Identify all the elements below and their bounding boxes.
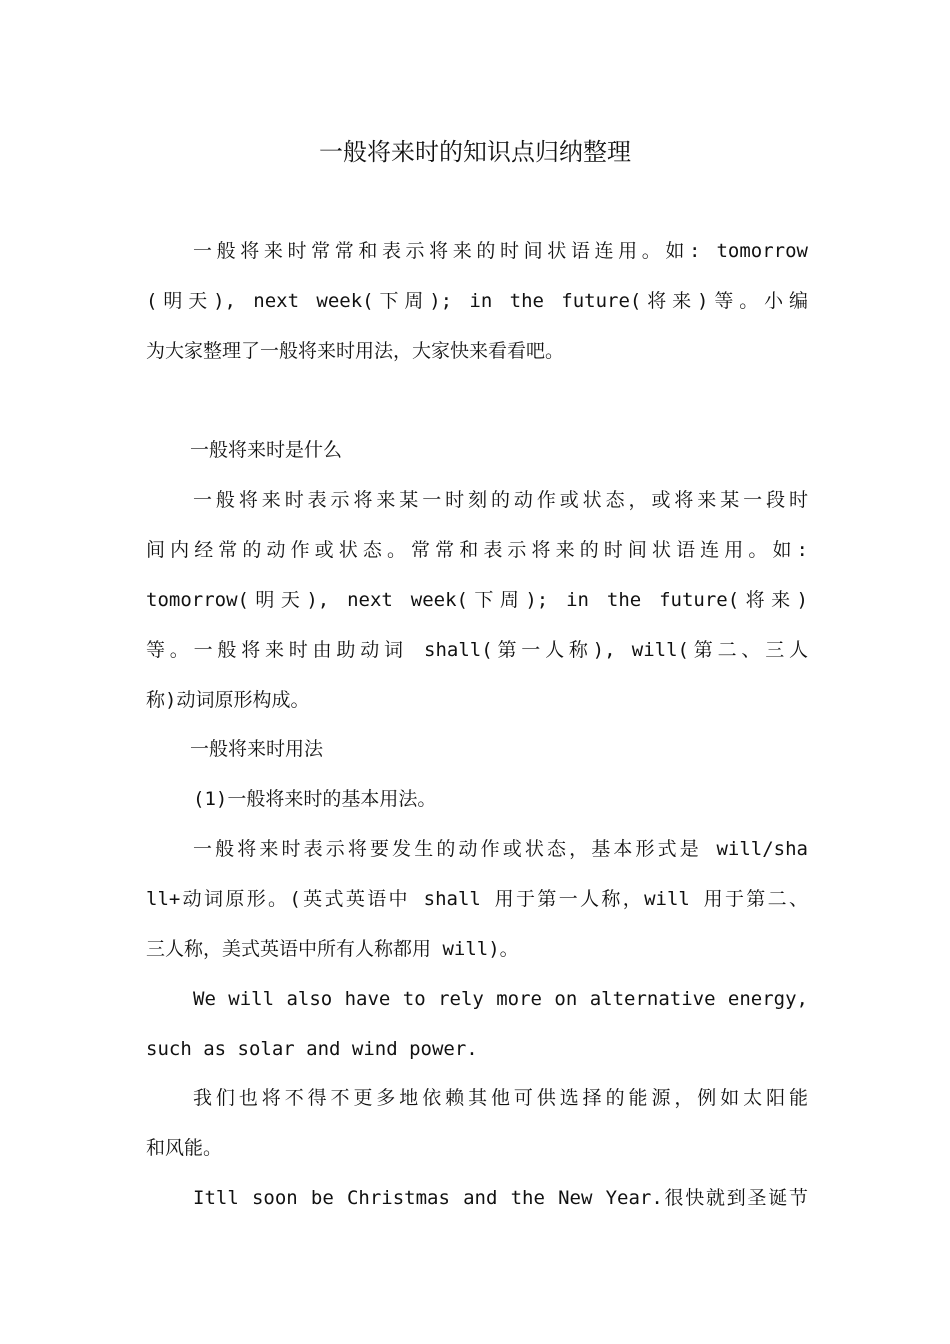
example-translation: 和风能。: [146, 1137, 223, 1159]
text-line: 间内经常的动作或状态。常常和表示将来的时间状语连用。如:: [146, 539, 808, 561]
text-line: 一般将来时表示将要发生的动作或状态，基本形式是 will/sha: [193, 838, 808, 860]
text-line: 为大家整理了一般将来时用法，大家快来看看吧。: [146, 340, 565, 362]
text-line: tomorrow(明天), next week(下周); in the future(将来): [146, 589, 808, 611]
text-line: 一般将来时常常和表示将来的时间状语连用。如: tomorrow: [193, 240, 808, 262]
section-heading: 一般将来时是什么: [190, 439, 343, 461]
text-line: 等。一般将来时由助动词 shall(第一人称), will(第二、三人: [146, 639, 808, 661]
example-translation: 我们也将不得不更多地依赖其他可供选择的能源，例如太阳能: [193, 1087, 808, 1109]
text-line: 三人称，美式英语中所有人称都用 will)。: [146, 938, 519, 960]
document-title: 一般将来时的知识点归纳整理: [319, 138, 631, 166]
text-line: ll+动词原形。(英式英语中 shall 用于第一人称，will 用于第二、: [146, 888, 808, 910]
section-heading: 一般将来时用法: [190, 738, 324, 760]
subsection-heading: (1)一般将来时的基本用法。: [193, 788, 437, 810]
example-sentence: We will also have to rely more on alternative energy,: [193, 988, 808, 1010]
text-line: 一般将来时表示将来某一时刻的动作或状态，或将来某一段时: [193, 489, 808, 511]
text-line: 称)动词原形构成。: [146, 689, 310, 711]
text-line: (明天), next week(下周); in the future(将来)等。小编: [146, 290, 808, 312]
example-sentence: Itll soon be Christmas and the New Year.很快就到圣诞节: [193, 1187, 808, 1209]
example-sentence: such as solar and wind power.: [146, 1038, 478, 1060]
